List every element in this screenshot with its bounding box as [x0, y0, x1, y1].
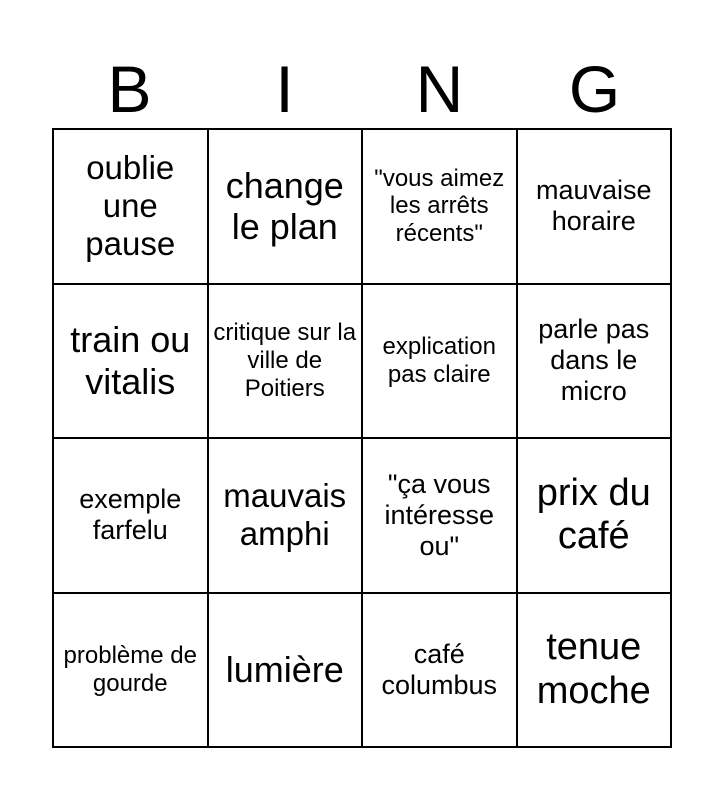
- cell-text: critique sur la ville de Poitiers: [213, 319, 357, 402]
- cell-text: parle pas dans le micro: [538, 314, 650, 407]
- bingo-header: [52, 50, 672, 128]
- bingo-cell[interactable]: [518, 130, 673, 285]
- bingo-cell[interactable]: [209, 285, 364, 440]
- header-letter-n: N: [415, 52, 464, 126]
- bingo-cell[interactable]: [54, 285, 209, 440]
- cell-text: "vous aimez les arrêts récents": [374, 164, 505, 248]
- bingo-cell[interactable]: [209, 594, 364, 749]
- bingo-cell[interactable]: [54, 594, 209, 749]
- header-letter-i: I: [275, 52, 294, 126]
- cell-text: oublie une pause: [85, 149, 176, 263]
- bingo-cell[interactable]: [363, 594, 518, 749]
- cell-text: prix du café: [536, 471, 651, 558]
- cell-text: café columbus: [381, 638, 498, 700]
- cell-text: tenue moche: [536, 626, 651, 712]
- bingo-cell[interactable]: [54, 130, 209, 285]
- cell-text: exemple farfelu: [79, 484, 182, 546]
- cell-text: lumière: [225, 649, 344, 691]
- cell-text: mauvaise horaire: [535, 175, 652, 237]
- header-letter-b: B: [107, 52, 152, 126]
- bingo-cell[interactable]: [363, 130, 518, 285]
- bingo-cell[interactable]: [518, 594, 673, 749]
- bingo-cell[interactable]: [363, 439, 518, 594]
- header-letter-g: G: [568, 52, 621, 126]
- bingo-cell[interactable]: [54, 439, 209, 594]
- bingo-cell[interactable]: [363, 285, 518, 440]
- bingo-grid: [52, 128, 672, 748]
- cell-text: change le plan: [225, 164, 344, 248]
- cell-text: explication pas claire: [382, 333, 496, 388]
- bingo-cell[interactable]: [209, 439, 364, 594]
- cell-text: "ça vous intéresse ou": [384, 468, 495, 561]
- cell-text: train ou vitalis: [70, 319, 191, 402]
- cell-text: problème de gourde: [63, 642, 197, 697]
- bingo-cell[interactable]: [209, 130, 364, 285]
- bingo-cell[interactable]: [518, 285, 673, 440]
- bingo-cell[interactable]: [518, 439, 673, 594]
- cell-text: mauvais amphi: [223, 477, 347, 553]
